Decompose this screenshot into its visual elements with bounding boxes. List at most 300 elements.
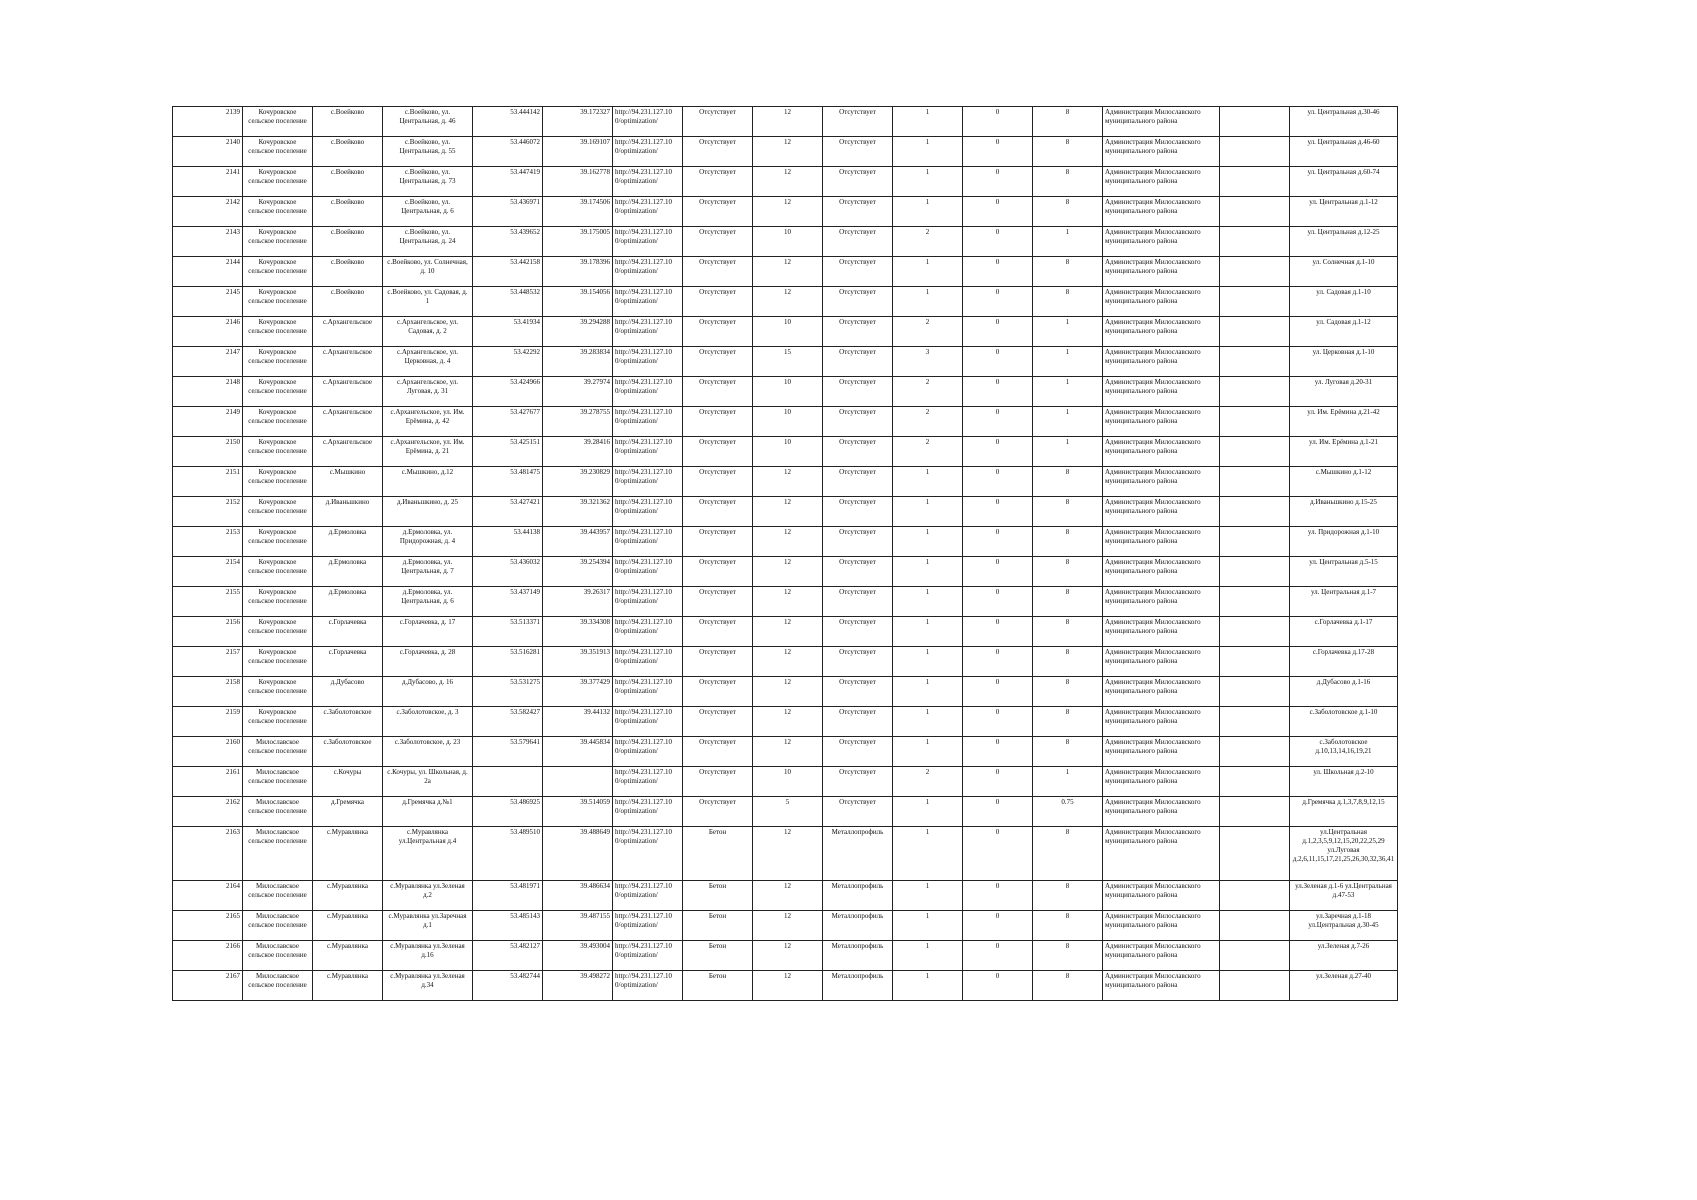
table-row [173,527,1398,557]
cell-scheme-link: http://94.231.127.10 0/optimization/ [613,677,683,707]
table-row [173,317,1398,347]
cell-served-objects: ул. Садовая д.1-10 [1290,287,1398,317]
cell-container-volume: 8 [1033,737,1103,767]
cell-container-volume: 1 [1033,767,1103,797]
cell-container-volume: 8 [1033,677,1103,707]
cell-served-objects: ул. Луговая д.20-31 [1290,377,1398,407]
cell-address: с.Архангельское, ул. Им. Ерёмина, д. 42 [383,407,473,437]
cell-area: 12 [753,557,823,587]
cell-surface-type: Отсутствует [683,767,753,797]
cell-area: 10 [753,767,823,797]
cell-container-count: 2 [893,317,963,347]
cell-area: 12 [753,737,823,767]
cell-surface-type: Отсутствует [683,527,753,557]
cell-longitude: 39.26317 [543,587,613,617]
cell-longitude: 39.254394 [543,557,613,587]
cell-fence-type: Отсутствует [823,347,893,377]
cell-locality: с.Заболотовское [313,707,383,737]
cell-longitude: 39.175005 [543,227,613,257]
cell-settlement: Кочуровское сельское поселение [243,707,313,737]
cell-fence-type: Отсутствует [823,257,893,287]
cell-longitude: 39.27974 [543,377,613,407]
cell-container-count: 1 [893,707,963,737]
cell-area: 12 [753,647,823,677]
cell-row-number: 2154 [173,557,243,587]
cell-extra [1220,617,1290,647]
cell-owner: Администрация Милославского муниципального района [1103,767,1220,797]
cell-area: 10 [753,377,823,407]
cell-served-objects: ул. Придорожная д.1-10 [1290,527,1398,557]
cell-container-count: 1 [893,617,963,647]
cell-locality: д.Ермоловка [313,557,383,587]
cell-served-objects: ул. Центральная д.12-25 [1290,227,1398,257]
cell-locality: с.Воейково [313,287,383,317]
cell-owner: Администрация Милославского муниципального района [1103,617,1220,647]
cell-owner: Администрация Милославского муниципального района [1103,941,1220,971]
cell-surface-type: Бетон [683,971,753,1001]
cell-row-number: 2152 [173,497,243,527]
cell-container-volume: 8 [1033,911,1103,941]
cell-extra [1220,677,1290,707]
cell-area: 12 [753,911,823,941]
cell-owner: Администрация Милославского муниципального района [1103,437,1220,467]
table-body [173,107,1398,1001]
cell-scheme-link: http://94.231.127.10 0/optimization/ [613,797,683,827]
cell-row-number: 2143 [173,227,243,257]
cell-fence-type: Отсутствует [823,167,893,197]
cell-locality: с.Архангельское [313,317,383,347]
cell-fence-type: Отсутствует [823,137,893,167]
cell-scheme-link: http://94.231.127.10 0/optimization/ [613,377,683,407]
cell-extra [1220,557,1290,587]
cell-address: с.Горлачевка, д. 17 [383,617,473,647]
cell-container-volume: 8 [1033,707,1103,737]
cell-container-volume: 8 [1033,881,1103,911]
cell-bunker-count: 0 [963,407,1033,437]
cell-row-number: 2165 [173,911,243,941]
cell-area: 12 [753,287,823,317]
cell-latitude: 53.427421 [473,497,543,527]
cell-locality: с.Воейково [313,227,383,257]
cell-container-volume: 8 [1033,497,1103,527]
cell-settlement: Милославское сельское поселение [243,971,313,1001]
cell-extra [1220,137,1290,167]
cell-locality: с.Архангельское [313,437,383,467]
cell-locality: д.Иваньшкино [313,497,383,527]
cell-latitude: 53.448532 [473,287,543,317]
cell-surface-type: Отсутствует [683,197,753,227]
table-row [173,971,1398,1001]
cell-settlement: Кочуровское сельское поселение [243,197,313,227]
cell-extra [1220,737,1290,767]
cell-container-count: 1 [893,587,963,617]
cell-locality: с.Воейково [313,137,383,167]
table-row [173,941,1398,971]
cell-address: с.Воейково, ул. Центральная, д. 73 [383,167,473,197]
cell-bunker-count: 0 [963,677,1033,707]
cell-address: с.Муравлянка ул.Заречная д.1 [383,911,473,941]
cell-served-objects: ул. Церковная д.1-10 [1290,347,1398,377]
cell-locality: с.Архангельское [313,347,383,377]
cell-extra [1220,527,1290,557]
cell-fence-type: Отсутствует [823,437,893,467]
cell-area: 12 [753,107,823,137]
cell-scheme-link: http://94.231.127.10 0/optimization/ [613,347,683,377]
cell-surface-type: Отсутствует [683,707,753,737]
cell-container-volume: 8 [1033,167,1103,197]
cell-row-number: 2153 [173,527,243,557]
cell-address: с.Муравлянка ул.Зеленая д.34 [383,971,473,1001]
cell-container-count: 1 [893,197,963,227]
cell-container-volume: 8 [1033,257,1103,287]
table-row [173,227,1398,257]
cell-scheme-link: http://94.231.127.10 0/optimization/ [613,587,683,617]
cell-area: 12 [753,677,823,707]
cell-settlement: Милославское сельское поселение [243,941,313,971]
cell-owner: Администрация Милославского муниципального района [1103,737,1220,767]
cell-container-volume: 0.75 [1033,797,1103,827]
cell-latitude: 53.516281 [473,647,543,677]
cell-container-volume: 8 [1033,557,1103,587]
cell-container-count: 1 [893,257,963,287]
cell-row-number: 2142 [173,197,243,227]
cell-container-count: 1 [893,467,963,497]
cell-row-number: 2167 [173,971,243,1001]
cell-surface-type: Отсутствует [683,107,753,137]
cell-bunker-count: 0 [963,971,1033,1001]
cell-settlement: Кочуровское сельское поселение [243,647,313,677]
cell-owner: Администрация Милославского муниципального района [1103,881,1220,911]
cell-container-volume: 8 [1033,197,1103,227]
cell-latitude: 53.437149 [473,587,543,617]
cell-latitude: 53.582427 [473,707,543,737]
cell-container-count: 1 [893,827,963,881]
cell-longitude: 39.334308 [543,617,613,647]
cell-scheme-link: http://94.231.127.10 0/optimization/ [613,827,683,881]
cell-bunker-count: 0 [963,137,1033,167]
cell-fence-type: Отсутствует [823,677,893,707]
table-row [173,587,1398,617]
cell-scheme-link: http://94.231.127.10 0/optimization/ [613,647,683,677]
cell-settlement: Кочуровское сельское поселение [243,107,313,137]
cell-extra [1220,467,1290,497]
cell-bunker-count: 0 [963,467,1033,497]
cell-latitude: 53.436971 [473,197,543,227]
cell-longitude: 39.443957 [543,527,613,557]
cell-settlement: Кочуровское сельское поселение [243,527,313,557]
cell-bunker-count: 0 [963,317,1033,347]
cell-longitude: 39.283834 [543,347,613,377]
cell-served-objects: ул. Садовая д.1-12 [1290,317,1398,347]
table-row [173,167,1398,197]
cell-settlement: Кочуровское сельское поселение [243,467,313,497]
cell-area: 12 [753,527,823,557]
cell-settlement: Кочуровское сельское поселение [243,497,313,527]
cell-row-number: 2139 [173,107,243,137]
cell-container-volume: 8 [1033,971,1103,1001]
cell-owner: Администрация Милославского муниципального района [1103,827,1220,881]
cell-area: 12 [753,881,823,911]
cell-bunker-count: 0 [963,587,1033,617]
cell-row-number: 2160 [173,737,243,767]
cell-longitude: 39.486634 [543,881,613,911]
cell-container-count: 1 [893,287,963,317]
cell-locality: с.Горлачевка [313,617,383,647]
cell-container-volume: 8 [1033,467,1103,497]
cell-scheme-link: http://94.231.127.10 0/optimization/ [613,767,683,797]
cell-served-objects: ул.Зеленая д.1-6 ул.Центральная д.47-53 [1290,881,1398,911]
cell-extra [1220,107,1290,137]
cell-served-objects: ул. Солнечная д.1-10 [1290,257,1398,287]
cell-latitude: 53.424966 [473,377,543,407]
cell-scheme-link: http://94.231.127.10 0/optimization/ [613,497,683,527]
cell-scheme-link: http://94.231.127.10 0/optimization/ [613,971,683,1001]
cell-extra [1220,707,1290,737]
cell-address: с.Воейково, ул. Центральная, д. 46 [383,107,473,137]
cell-surface-type: Отсутствует [683,467,753,497]
table-row [173,287,1398,317]
cell-address: д.Дубасово, д. 16 [383,677,473,707]
cell-settlement: Кочуровское сельское поселение [243,407,313,437]
cell-owner: Администрация Милославского муниципального района [1103,257,1220,287]
cell-latitude: 53.481971 [473,881,543,911]
cell-scheme-link: http://94.231.127.10 0/optimization/ [613,527,683,557]
cell-bunker-count: 0 [963,557,1033,587]
cell-served-objects: с.Горлачевка д.17-28 [1290,647,1398,677]
cell-area: 12 [753,941,823,971]
cell-bunker-count: 0 [963,197,1033,227]
cell-bunker-count: 0 [963,617,1033,647]
cell-owner: Администрация Милославского муниципального района [1103,911,1220,941]
table-row [173,347,1398,377]
cell-container-count: 1 [893,497,963,527]
cell-surface-type: Бетон [683,881,753,911]
cell-settlement: Кочуровское сельское поселение [243,587,313,617]
table-row [173,137,1398,167]
cell-fence-type: Отсутствует [823,197,893,227]
cell-surface-type: Отсутствует [683,437,753,467]
cell-bunker-count: 0 [963,767,1033,797]
cell-owner: Администрация Милославского муниципального района [1103,287,1220,317]
cell-fence-type: Отсутствует [823,647,893,677]
cell-scheme-link: http://94.231.127.10 0/optimization/ [613,467,683,497]
cell-container-count: 1 [893,107,963,137]
cell-owner: Администрация Милославского муниципального района [1103,557,1220,587]
cell-owner: Администрация Милославского муниципального района [1103,227,1220,257]
cell-address: с.Горлачевка, д. 28 [383,647,473,677]
cell-served-objects: д.Дубасово д.1-16 [1290,677,1398,707]
cell-container-count: 1 [893,797,963,827]
cell-surface-type: Отсутствует [683,347,753,377]
cell-locality: с.Архангельское [313,377,383,407]
cell-address: с.Воейково, ул. Центральная, д. 55 [383,137,473,167]
cell-fence-type: Отсутствует [823,767,893,797]
cell-extra [1220,197,1290,227]
table-row [173,557,1398,587]
cell-owner: Администрация Милославского муниципального района [1103,407,1220,437]
cell-longitude: 39.44132 [543,707,613,737]
cell-owner: Администрация Милославского муниципального района [1103,527,1220,557]
cell-scheme-link: http://94.231.127.10 0/optimization/ [613,107,683,137]
cell-container-count: 1 [893,527,963,557]
cell-scheme-link: http://94.231.127.10 0/optimization/ [613,881,683,911]
cell-container-volume: 8 [1033,527,1103,557]
cell-settlement: Кочуровское сельское поселение [243,557,313,587]
cell-area: 12 [753,497,823,527]
cell-owner: Администрация Милославского муниципального района [1103,467,1220,497]
cell-scheme-link: http://94.231.127.10 0/optimization/ [613,437,683,467]
cell-area: 10 [753,407,823,437]
cell-extra [1220,287,1290,317]
cell-scheme-link: http://94.231.127.10 0/optimization/ [613,137,683,167]
cell-served-objects: ул.Центральная д.1,2,3,5,9,12,15,20,22,25,29 ул.Луговая д.2,6,11,15,17,21,25,26,30,32,36,41 [1290,827,1398,881]
cell-scheme-link: http://94.231.127.10 0/optimization/ [613,911,683,941]
cell-fence-type: Отсутствует [823,407,893,437]
cell-fence-type: Металлопрофиль [823,911,893,941]
cell-fence-type: Отсутствует [823,797,893,827]
cell-container-volume: 8 [1033,137,1103,167]
cell-locality: с.Муравлянка [313,941,383,971]
cell-container-count: 2 [893,767,963,797]
cell-settlement: Кочуровское сельское поселение [243,617,313,647]
cell-served-objects: ул. Центральная д.1-12 [1290,197,1398,227]
table-row [173,377,1398,407]
cell-container-volume: 8 [1033,941,1103,971]
cell-longitude: 39.487155 [543,911,613,941]
table-row [173,911,1398,941]
cell-owner: Администрация Милославского муниципального района [1103,647,1220,677]
cell-area: 10 [753,317,823,347]
table-row [173,827,1398,881]
cell-locality: с.Воейково [313,257,383,287]
cell-served-objects: ул. Центральная д.5-15 [1290,557,1398,587]
cell-container-volume: 8 [1033,587,1103,617]
cell-latitude: 53.447419 [473,167,543,197]
cell-longitude: 39.493004 [543,941,613,971]
cell-served-objects: ул. Центральная д.30-46 [1290,107,1398,137]
cell-row-number: 2146 [173,317,243,347]
cell-container-volume: 8 [1033,107,1103,137]
cell-surface-type: Отсутствует [683,377,753,407]
cell-longitude: 39.321362 [543,497,613,527]
cell-container-volume: 1 [1033,407,1103,437]
cell-address: с.Архангельское, ул. Церковная, д. 4 [383,347,473,377]
cell-settlement: Милославское сельское поселение [243,827,313,881]
cell-fence-type: Отсутствует [823,497,893,527]
cell-address: с.Мышкино, д.12 [383,467,473,497]
cell-bunker-count: 0 [963,437,1033,467]
cell-latitude: 53.44138 [473,527,543,557]
cell-latitude: 53.482127 [473,941,543,971]
cell-surface-type: Отсутствует [683,617,753,647]
cell-address: с.Кочуры, ул. Школьная, д. 2а [383,767,473,797]
cell-longitude: 39.162778 [543,167,613,197]
cell-longitude: 39.172327 [543,107,613,137]
cell-container-volume: 1 [1033,347,1103,377]
cell-locality: д.Дубасово [313,677,383,707]
cell-bunker-count: 0 [963,527,1033,557]
cell-container-count: 1 [893,737,963,767]
cell-settlement: Кочуровское сельское поселение [243,317,313,347]
cell-bunker-count: 0 [963,167,1033,197]
cell-scheme-link: http://94.231.127.10 0/optimization/ [613,287,683,317]
cell-bunker-count: 0 [963,827,1033,881]
cell-bunker-count: 0 [963,707,1033,737]
cell-served-objects: ул. Школьная д.2-10 [1290,767,1398,797]
cell-longitude: 39.351913 [543,647,613,677]
cell-row-number: 2162 [173,797,243,827]
cell-row-number: 2145 [173,287,243,317]
cell-latitude: 53.41934 [473,317,543,347]
cell-settlement: Кочуровское сельское поселение [243,677,313,707]
cell-locality: с.Горлачевка [313,647,383,677]
cell-owner: Администрация Милославского муниципального района [1103,167,1220,197]
cell-surface-type: Отсутствует [683,167,753,197]
cell-latitude: 53.425151 [473,437,543,467]
table-row [173,407,1398,437]
cell-area: 12 [753,617,823,647]
cell-surface-type: Отсутствует [683,797,753,827]
cell-address: с.Муравлянка ул.Центральная д.4 [383,827,473,881]
cell-container-volume: 1 [1033,317,1103,347]
cell-row-number: 2161 [173,767,243,797]
cell-container-volume: 8 [1033,617,1103,647]
cell-settlement: Кочуровское сельское поселение [243,257,313,287]
cell-container-count: 2 [893,437,963,467]
cell-surface-type: Отсутствует [683,317,753,347]
cell-area: 5 [753,797,823,827]
table-row [173,437,1398,467]
cell-longitude: 39.154056 [543,287,613,317]
cell-container-count: 1 [893,971,963,1001]
table-row [173,647,1398,677]
cell-container-count: 1 [893,557,963,587]
cell-extra [1220,167,1290,197]
cell-container-count: 2 [893,407,963,437]
table-row [173,767,1398,797]
cell-fence-type: Отсутствует [823,317,893,347]
cell-latitude: 53.444142 [473,107,543,137]
cell-row-number: 2140 [173,137,243,167]
cell-row-number: 2155 [173,587,243,617]
cell-scheme-link: http://94.231.127.10 0/optimization/ [613,227,683,257]
cell-owner: Администрация Милославского муниципального района [1103,497,1220,527]
cell-area: 12 [753,167,823,197]
cell-extra [1220,767,1290,797]
cell-surface-type: Отсутствует [683,737,753,767]
cell-row-number: 2159 [173,707,243,737]
cell-area: 12 [753,467,823,497]
cell-served-objects: ул.Зеленая д.27-40 [1290,971,1398,1001]
cell-area: 12 [753,827,823,881]
cell-owner: Администрация Милославского муниципального района [1103,797,1220,827]
cell-owner: Администрация Милославского муниципального района [1103,137,1220,167]
cell-row-number: 2164 [173,881,243,911]
cell-served-objects: ул.Заречная д.1-18 ул.Центральная д.30-45 [1290,911,1398,941]
cell-row-number: 2151 [173,467,243,497]
cell-address: д.Ермоловка, ул. Центральная, д. 7 [383,557,473,587]
cell-area: 15 [753,347,823,377]
cell-latitude: 53.485143 [473,911,543,941]
cell-scheme-link: http://94.231.127.10 0/optimization/ [613,317,683,347]
cell-area: 12 [753,137,823,167]
cell-extra [1220,827,1290,881]
table-row [173,467,1398,497]
cell-latitude: 53.482744 [473,971,543,1001]
cell-latitude: 53.531275 [473,677,543,707]
cell-locality: д.Ермоловка [313,587,383,617]
cell-bunker-count: 0 [963,647,1033,677]
